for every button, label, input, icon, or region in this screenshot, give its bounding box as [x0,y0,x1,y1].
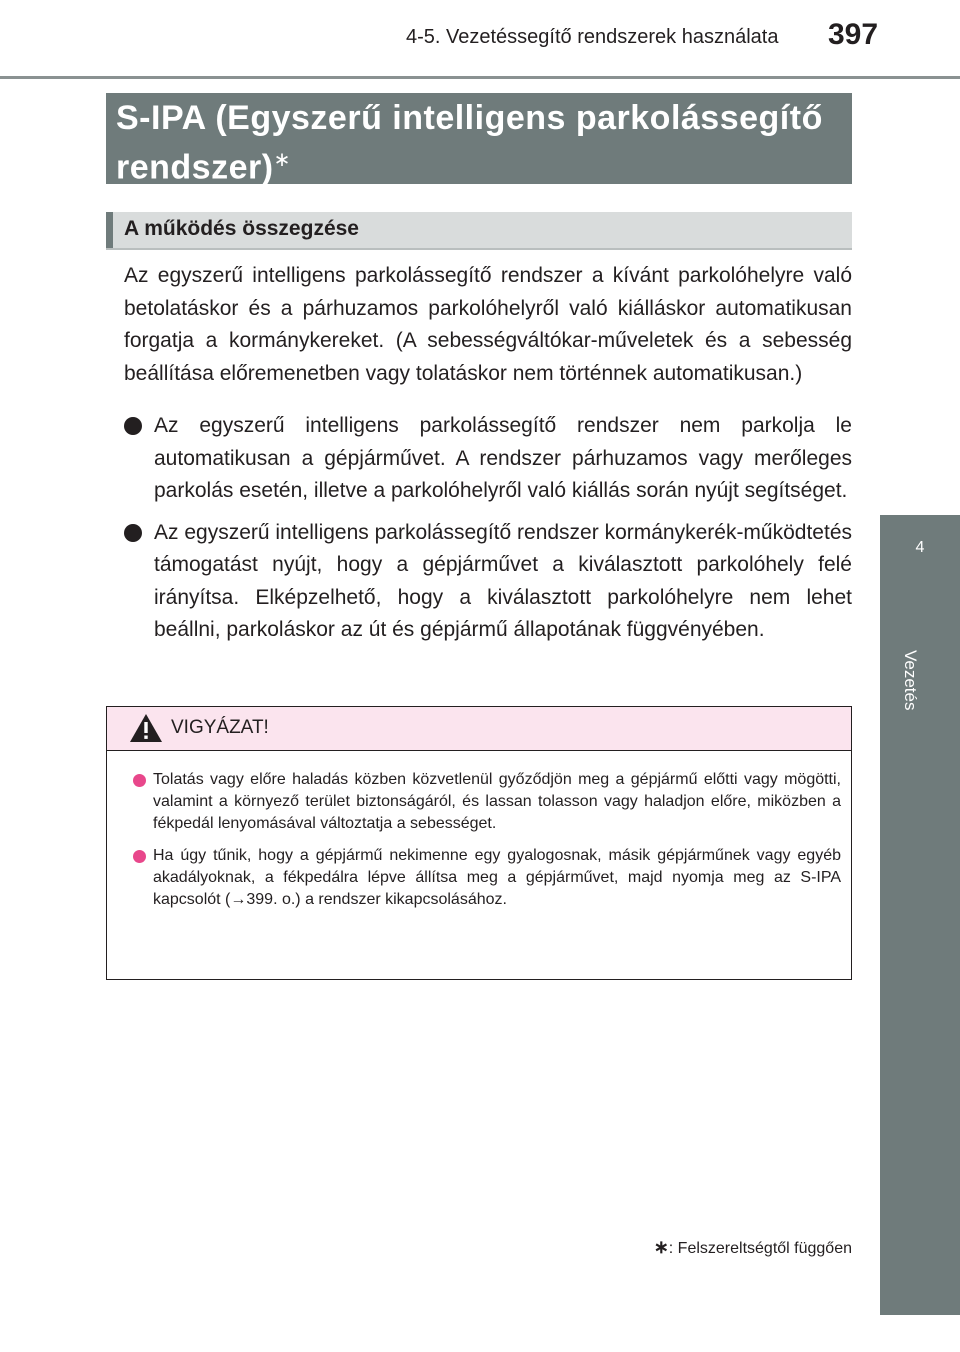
footnote-text: : Felszereltségtől függően [668,1240,852,1257]
warning-box [106,706,852,980]
warning-triangle-icon [129,713,163,743]
warning-header [107,707,851,751]
chapter-tab[interactable] [880,515,960,595]
list-item [124,517,852,647]
subheading-band [106,212,852,250]
subheading: A működés összegzése [124,217,359,240]
section-title-band [106,93,852,187]
chapter-tab-number: 4 [915,539,925,556]
section-title-mark: ∗ [273,149,291,171]
bullet-dot-icon [133,850,146,863]
bullet-dot-icon [133,774,146,787]
page-number: 397 [828,18,879,51]
warning-list [133,769,841,920]
list-item-text: Az egyszerű intelligens parkolássegítő rendszer kormánykerék-működtetés támogatást nyújt, hogy a gépjárművet a kiválasztott parkolóhely felé irányítsa. Elképzelhető, hogy a kiválasztott parkolóhelyre nem lehet beállni, parkoláskor az út és gépjármű állapotának függvényében. [154,520,852,641]
bullet-dot-icon [124,417,142,435]
list-item-text: Ha úgy tűnik, hogy a gépjármű nekimenne egy gyalogosnak, másik gépjárműnek vagy egyéb akadályoknak, a fékpedálra lépve állítsa meg a gépjárművet, majd nyomja meg az S-IPA kapcsolót (→399. o.) a rendszer kikapcsolásához. [153,846,841,909]
section-title-text: S-IPA (Egyszerű intelligens parkolássegítő rendszer) [116,99,823,187]
list-item-text: Az egyszerű intelligens parkolássegítő rendszer nem parkolja le automatikusan a gépjárművet. A rendszer párhuzamos vagy merőleges parkolás esetén, illetve a parkolóhelyről való kiállás során nyújt segítséget. [154,414,852,502]
feature-bullet-list [124,410,852,656]
list-item [124,410,852,508]
section-title [116,97,836,188]
bullet-dot-icon [124,524,142,542]
list-item [133,845,841,912]
chapter-side-band [880,595,960,1315]
intro-paragraph: Az egyszerű intelligens parkolássegítő rendszer a kívánt parkolóhelyre való betolatáskor és a párhuzamos parkolóhelyről való kiálláskor automatikusan forgatja a kormánykereket. (A sebességváltókar-műveletek és a sebesség beállítása előremenetben vagy tolatáskor nem történnek automatikusan.) [124,264,852,385]
list-item [133,769,841,836]
list-item-text: Tolatás vagy előre haladás közben közvetlenül győződjön meg a gépjármű előtti vagy mögötti, valamint a környező terület biztonságáról, és lassan tolasson vagy haladjon előre, miközben a fékpedál lenyomásával változtatja a sebességet. [153,771,841,833]
chapter-side-label: Vezetés [901,650,920,711]
chapter-header-title: 4-5. Vezetéssegítő rendszerek használata [406,26,779,48]
subheading-accent-bar [106,212,113,248]
header-divider [0,76,960,79]
warning-title: VIGYÁZAT! [171,717,269,738]
footnote-mark: ∗ [653,1237,669,1257]
footnote [654,1237,852,1258]
